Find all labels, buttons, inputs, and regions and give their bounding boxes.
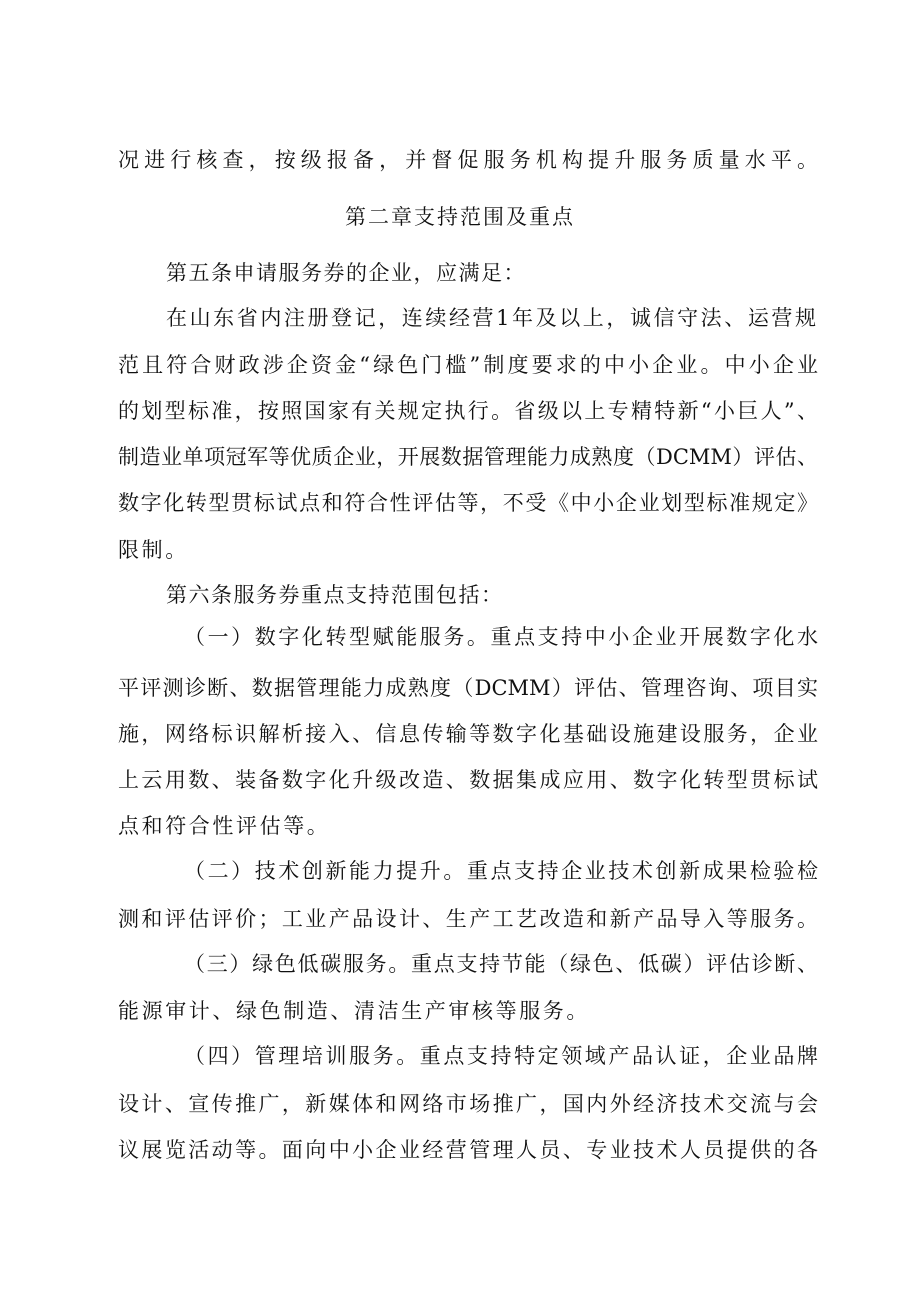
- paragraph-line: 数字化转型贯标试点和符合性评估等，不受《中小企业划型标准规定》: [118, 491, 818, 515]
- paragraph-line: 在山东省内注册登记，连续经营1年及以上，诚信守法、运营规: [166, 306, 816, 330]
- paragraph-line: 议展览活动等。面向中小企业经营管理人员、专业技术人员提供的各: [118, 1138, 818, 1162]
- paragraph-line: 平评测诊断、数据管理能力成熟度（DCMM）评估、管理咨询、项目实: [118, 676, 818, 700]
- paragraph-line: 施，网络标识解析接入、信息传输等数字化基础设施建设服务，企业: [118, 722, 818, 746]
- chapter-heading: 第二章支持范围及重点: [345, 205, 575, 229]
- paragraph-line: 的划型标准，按照国家有关规定执行。省级以上专精特新“小巨人”、: [118, 399, 818, 423]
- article-6-heading: 第六条服务券重点支持范围包括：: [166, 583, 504, 607]
- paragraph-line: 点和符合性评估等。: [118, 814, 331, 838]
- paragraph-line: 限制。: [118, 538, 189, 562]
- paragraph-line: （三）绿色低碳服务。重点支持节能（绿色、低碳）评估诊断、: [184, 952, 818, 976]
- paragraph-line: （四）管理培训服务。重点支持特定领域产品认证，企业品牌: [184, 1044, 818, 1068]
- paragraph-line: 上云用数、装备数字化升级改造、数据集成应用、数字化转型贯标试: [118, 768, 818, 792]
- paragraph-line: 测和评估评价；工业产品设计、生产工艺改造和新产品导入等服务。: [118, 907, 818, 931]
- paragraph-line: 范且符合财政涉企资金“绿色门槛”制度要求的中小企业。中小企业: [118, 353, 818, 377]
- paragraph-line: 能源审计、绿色制造、清洁生产审核等服务。: [118, 999, 590, 1023]
- paragraph-line: （一）数字化转型赋能服务。重点支持中小企业开展数字化水: [184, 625, 818, 649]
- article-5-heading: 第五条申请服务券的企业，应满足：: [166, 261, 526, 285]
- paragraph-line: 设计、宣传推广，新媒体和网络市场推广，国内外经济技术交流与会: [118, 1092, 818, 1116]
- paragraph-line: 制造业单项冠军等优质企业，开展数据管理能力成熟度（DCMM）评估、: [118, 445, 818, 469]
- paragraph-line: （二）技术创新能力提升。重点支持企业技术创新成果检验检: [184, 859, 818, 883]
- paragraph-line: 况进行核查，按级报备，并督促服务机构提升服务质量水平。: [118, 148, 818, 172]
